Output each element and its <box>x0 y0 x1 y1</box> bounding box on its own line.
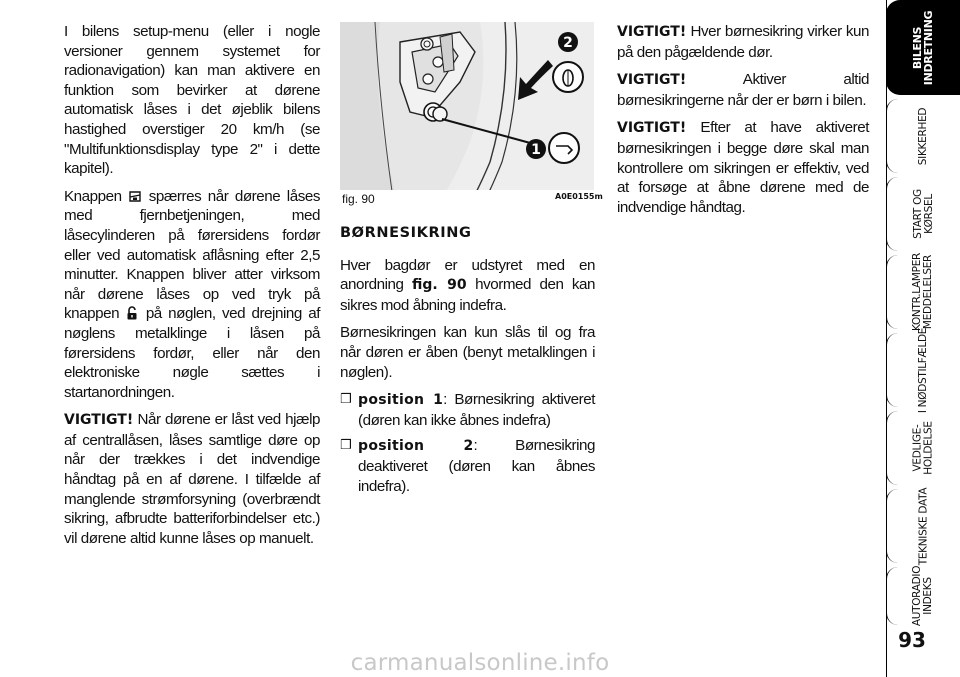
paragraph-lock-button <box>64 187 320 403</box>
section-heading: BØRNESIKRING <box>340 225 472 241</box>
column-middle <box>340 224 595 502</box>
checkbox-bullet-icon: ❒ <box>340 392 352 408</box>
column-right <box>617 22 869 225</box>
warning-text: Når dørene er låst ved hjælp af centrallåsen, låses samtlige døre op når der trækkes i det indvendige håndtag på en af dørene. I tilfælde af manglende strømforsyning (overbrændt sikring, afbrudte batteriforbindelser etc.) vil dørene altid kunne låses op manuelt. <box>64 411 320 547</box>
warning-label: VIGTIGT! <box>64 412 134 429</box>
text-fragment: på nøglen, ved drejning af nøglens metalklinge i låsen på førersidens fordør, eller når den elektroniske nøgle sættes i startanordningen. <box>64 305 320 401</box>
paragraph-auto-lock: I bilens setup-menu (eller i nogle versioner gennem systemet for radionavigation) kan man aktivere en funktion som bevirker at dørene automatisk låses i det øjeblik bilens hastighed overstiger 20 km/h (se "Multifunktionsdisplay type 2" i dette kapitel). <box>64 23 320 178</box>
list-item <box>340 390 595 430</box>
page-number: 93 <box>898 628 926 652</box>
paragraph-child-lock-intro <box>340 256 595 316</box>
list-item <box>340 436 595 496</box>
text-fragment: Hver bagdør er udstyret med en anordning <box>340 256 595 294</box>
warning-label: VIGTIGT! <box>617 24 687 40</box>
warning-text: Aktiver altid børnesikringerne når der er børn i bilen. <box>617 71 869 109</box>
column-left <box>64 22 320 556</box>
warning-central-lock <box>64 410 320 548</box>
text-fragment: hvormed den kan sikres mod åbning indefra. <box>340 276 595 314</box>
door-lock-icon <box>128 189 142 203</box>
warning-single-door <box>617 22 869 62</box>
warning-check <box>617 118 869 217</box>
figure-label: fig. 90 <box>342 192 375 206</box>
warning-text: Hver børnesikring virker kun på den pågældende dør. <box>617 23 869 61</box>
position-label: position 1 <box>358 392 444 409</box>
text-fragment: Knappen <box>64 187 122 205</box>
tab-autoradio-indeks[interactable]: AUTORADIO INDEKS <box>886 567 960 625</box>
warning-label: VIGTIGT! <box>617 72 687 89</box>
tab-nodstilfaelde[interactable]: I NØDSTILFÆLDE <box>886 333 960 407</box>
marker-2: 2 <box>563 35 573 51</box>
marker-1: 1 <box>531 142 541 158</box>
position-text: : Børnesikring deaktiveret (døren kan åbnes indefra). <box>358 437 596 495</box>
position-label: position 2 <box>358 438 474 455</box>
tab-vedligeholdelse[interactable]: VEDLIGE- HOLDELSE <box>886 411 960 485</box>
paragraph-child-lock-usage: Børnesikringen kan kun slås til og fra når døren er åben (benyt metalklingen i nøglen). <box>340 324 595 381</box>
padlock-open-icon <box>125 306 139 320</box>
warning-text: Efter at have aktiveret børnesikringen i begge døre skal man kontrollere om sikringen er effektiv, ved at forsøge at åbne dørene med de indvendige håndtag. <box>617 119 869 216</box>
position-text: : Børnesikring aktiveret (døren kan ikke åbnes indefra) <box>358 391 595 429</box>
checkbox-bullet-icon: ❒ <box>340 438 352 454</box>
watermark: carmanualsonline.info <box>350 650 610 676</box>
chapter-tabs <box>886 0 960 677</box>
figure-code: A0E0155m <box>555 192 603 201</box>
warning-children <box>617 70 869 110</box>
tab-tekniske-data[interactable]: TEKNISKE DATA <box>886 489 960 563</box>
figure-reference: fig. 90 <box>411 277 467 294</box>
figure-child-lock <box>340 22 594 212</box>
tab-start-og-korsel[interactable]: START OG KØRSEL <box>886 177 960 251</box>
warning-label: VIGTIGT! <box>617 120 687 137</box>
tab-sikkerhed[interactable]: SIKKERHED <box>886 99 960 173</box>
tab-bilens-indretning[interactable]: BILENS INDRETNING <box>886 0 960 95</box>
tab-kontr-lamper[interactable]: KONTR.LAMPER MEDDELELSER <box>886 255 960 329</box>
text-fragment: spærres når dørene låses med fjernbetjeningen, med låsecylinderen på førersidens fordør eller ved automatisk aflåsning efter 2,5 minutter. Knappen bliver atter virksom når dørene låses op ved tryk på knappen <box>64 187 320 323</box>
